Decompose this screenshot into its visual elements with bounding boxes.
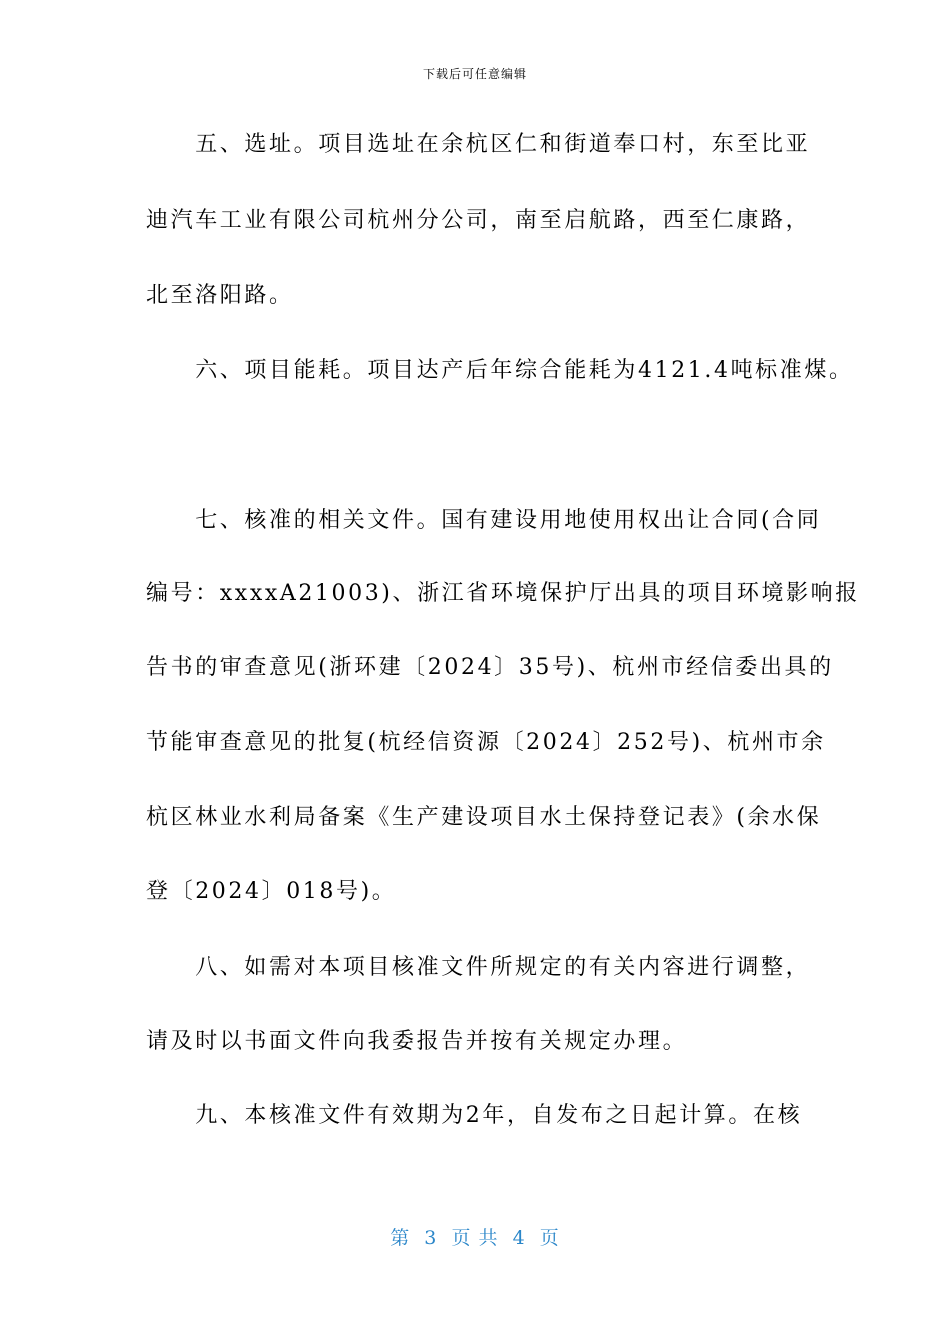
paragraph-line: 请及时以书面文件向我委报告并按有关规定办理。 [146, 1029, 688, 1054]
paragraph-line: 登〔2024〕018号)。 [146, 879, 397, 904]
paragraph-line: 六、项目能耗。项目达产后年综合能耗为4121.4吨标准煤。 [146, 358, 854, 383]
paragraph-line: 七、核准的相关文件。国有建设用地使用权出让合同(合同 [146, 508, 822, 533]
paragraph-line: 五、选址。项目选址在余杭区仁和街道奉口村，东至比亚 [146, 132, 811, 157]
paragraph-line: 告书的审查意见(浙环建〔2024〕35号)、杭州市经信委出具的 [146, 655, 834, 680]
paragraph-line: 编号：xxxxA21003)、浙江省环境保护厅出具的项目环境影响报 [146, 581, 860, 606]
paragraph-line: 北至洛阳路。 [146, 283, 294, 308]
paragraph-line: 迪汽车工业有限公司杭州分公司，南至启航路，西至仁康路， [146, 208, 811, 233]
download-note: 下载后可任意编辑 [422, 67, 527, 81]
paragraph-line: 杭区林业水利局备案《生产建设项目水土保持登记表》(余水保 [146, 805, 822, 830]
paragraph-line: 八、如需对本项目核准文件所规定的有关内容进行调整， [146, 955, 811, 980]
paragraph-line: 节能审查意见的批复(杭经信资源〔2024〕252号)、杭州市余 [146, 730, 826, 755]
paragraph-line: 九、本核准文件有效期为2年，自发布之日起计算。在核 [146, 1103, 803, 1128]
page-number-footer: 第 3 页 共 4 页 [390, 1227, 560, 1249]
